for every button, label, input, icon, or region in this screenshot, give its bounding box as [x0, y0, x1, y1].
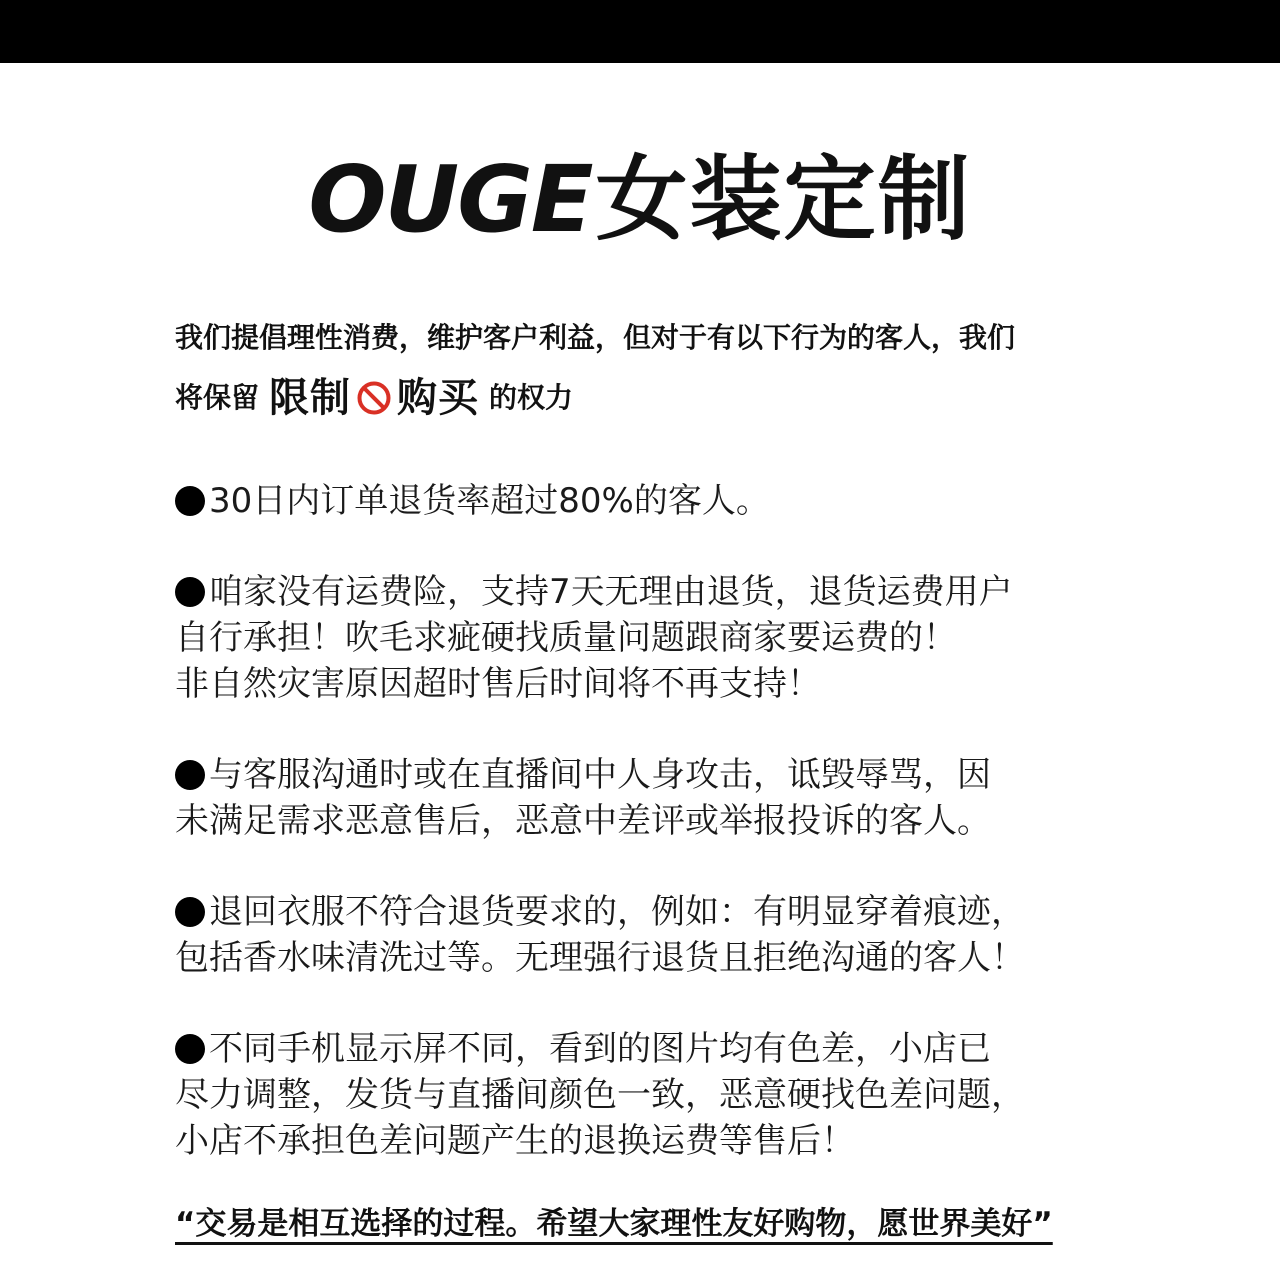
rule-item [175, 752, 1105, 844]
bullet-icon [175, 1034, 205, 1064]
rule-line: 咱家没有运费险，支持7天无理由退货，退货运费用户 [175, 569, 1105, 615]
rule-line: 自行承担！吹毛求疵硬找质量问题跟商家要运费的！ [175, 618, 957, 658]
intro-pre-text: 将保留 [175, 381, 260, 414]
bullet-icon [175, 897, 205, 927]
bullet-icon [175, 577, 205, 607]
rules-list [175, 478, 1105, 1209]
rule-line: 小店不承担色差问题产生的退换运费等售后！ [175, 1121, 855, 1161]
bullet-icon [175, 486, 205, 516]
brand-name: OUGE [308, 146, 592, 253]
bullet-icon [175, 760, 205, 790]
rule-line: 尽力调整，发货与直播间颜色一致，恶意硬找色差问题， [175, 1075, 1025, 1115]
intro-post-text: 的权力 [489, 381, 574, 414]
rule-line: 未满足需求恶意售后，恶意中差评或举报投诉的客人。 [175, 801, 991, 841]
rule-line: 30日内订单退货率超过80%的客人。 [175, 478, 1105, 524]
page-title [0, 140, 1280, 260]
rule-line: 非自然灾害原因超时售后时间将不再支持！ [175, 664, 821, 704]
restrict-emphasis: 限制 [269, 375, 352, 421]
rule-item [175, 889, 1105, 981]
intro-line-2 [175, 368, 1105, 428]
purchase-emphasis: 购买 [397, 375, 480, 421]
rule-item [175, 478, 1105, 524]
intro-paragraph [175, 312, 1105, 428]
rule-line: 不同手机显示屏不同，看到的图片均有色差，小店已 [175, 1026, 1105, 1072]
intro-line-1: 我们提倡理性消费，维护客户利益，但对于有以下行为的客人，我们 [175, 321, 1016, 354]
closing-motto: “交易是相互选择的过程。希望大家理性友好购物，愿世界美好” [175, 1206, 1053, 1242]
top-black-bar [0, 0, 1280, 63]
rule-line: 退回衣服不符合退货要求的，例如：有明显穿着痕迹， [175, 889, 1105, 935]
rule-item [175, 1026, 1105, 1164]
rule-item [175, 569, 1105, 707]
no-entry-icon [357, 381, 391, 415]
title-text: 女装定制 [595, 146, 972, 253]
rule-line: 与客服沟通时或在直播间中人身攻击，诋毁辱骂，因 [175, 752, 1105, 798]
rule-line: 包括香水味清洗过等。无理强行退货且拒绝沟通的客人！ [175, 938, 1025, 978]
